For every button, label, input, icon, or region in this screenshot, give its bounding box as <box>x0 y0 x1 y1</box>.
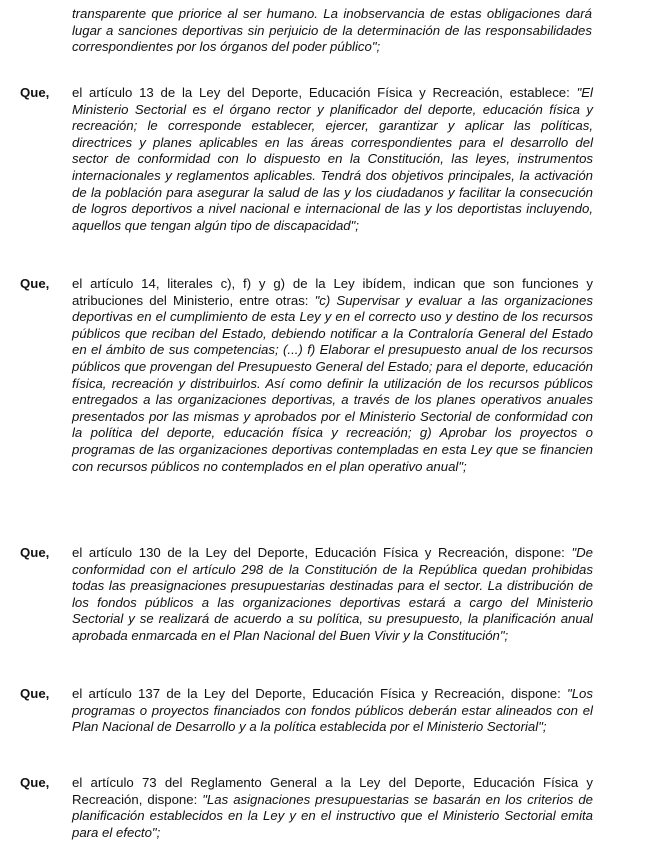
clause-intro: el artículo 13 de la Ley del Deporte, Educación Física y Recreación, establece: <box>72 85 570 100</box>
clause-text <box>72 545 593 645</box>
clause-intro: el artículo 130 de la Ley del Deporte, Educación Física y Recreación, dispone: <box>72 545 565 560</box>
clause-quote: "El Ministerio Sectorial es el órgano rector y planificador del deporte, educación física y recreación; le corresponde establecer, ejercer, garantizar y aplicar las políticas, directrices y planes aplicables en las áreas correspondientes para el desarrollo del sector de conformidad con lo dispuesto en la Constitución, las leyes, instrumentos internacionales y reglamentos aplicables. Tendrá dos objetivos principales, la activación de la población para asegurar la salud de las y los ciudadanos y facilitar la consecución de logros deportivos a nivel nacional e internacional de las y los deportistas incluyendo, aquellos que tengan algún tipo de discapacidad"; <box>72 85 593 233</box>
clause-intro: el artículo 14, literales c), f) y g) de la Ley ibídem, indican que son funciones y atribuciones del Ministerio, entre otras: <box>72 276 593 308</box>
clause-text <box>72 686 593 736</box>
clause-intro: el artículo 137 de la Ley del Deporte, Educación Física y Recreación, dispone: <box>72 686 561 701</box>
clause-quote: "De conformidad con el artículo 298 de la Constitución de la República quedan prohibidas todas las preasignaciones presupuestarias destinadas para el sector. La distribución de los fondos públicos a las organizaciones deportivas estará a cargo del Ministerio Sectorial y se realizará de acuerdo a su política, su presupuesto, la planificación anual aprobada enmarcada en el Plan Nacional del Buen Vivir y la Constitución"; <box>72 545 593 643</box>
clause-text <box>72 276 593 475</box>
clause-quote: "Las asignaciones presupuestarias se basarán en los criterios de planificación establecidos en la Ley y en el instructivo que el Ministerio Sectorial emita para el efecto"; <box>72 791 593 840</box>
clause-label: Que, <box>20 686 50 701</box>
clause-quote: "c) Supervisar y evaluar a las organizaciones deportivas en el cumplimiento de esta Ley y en el correcto uso y destino de los recursos públicos que reciban del Estado, debiendo notificar a la Contraloría General del Estado en el ámbito de sus competencias; (...) f) Elaborar el presupuesto anual de los recursos públicos que provengan del Presupuesto General del Estado; para el deporte, educación física, recreación y distribuirlos. Así como definir la utilización de los recursos públicos entregados a las organizaciones deportivas, a través de los planes operativos anuales presentados por las mismas y aprobados por el Ministerio Sectorial de conformidad con la política del deporte, educación física y recreación; g) Aprobar los proyectos o programas de las organizaciones deportivas contempladas en esta Ley que se financien con recursos públicos no contemplados en el plan operativo anual"; <box>72 292 593 474</box>
clause-label: Que, <box>20 276 50 291</box>
clause-intro: el artículo 73 del Reglamento General a la Ley del Deporte, Educación Física y Recreación, dispone: <box>72 775 593 807</box>
continuation-paragraph: transparente que priorice al ser humano. La inobservancia de estas obligaciones dará lugar a sanciones deportivas sin perjuicio de la determinación de las responsabilidades correspondientes por los órganos del poder público"; <box>72 6 592 55</box>
clause-label: Que, <box>20 85 50 100</box>
clause-label: Que, <box>20 775 50 790</box>
clause-text <box>72 775 593 841</box>
clause-quote: "Los programas o proyectos financiados con fondos públicos deberán estar alineados con el Plan Nacional de Desarrollo y a la política establecida por el Ministerio Sectorial"; <box>72 686 593 735</box>
clause-text <box>72 85 593 234</box>
clause-label: Que, <box>20 545 50 560</box>
